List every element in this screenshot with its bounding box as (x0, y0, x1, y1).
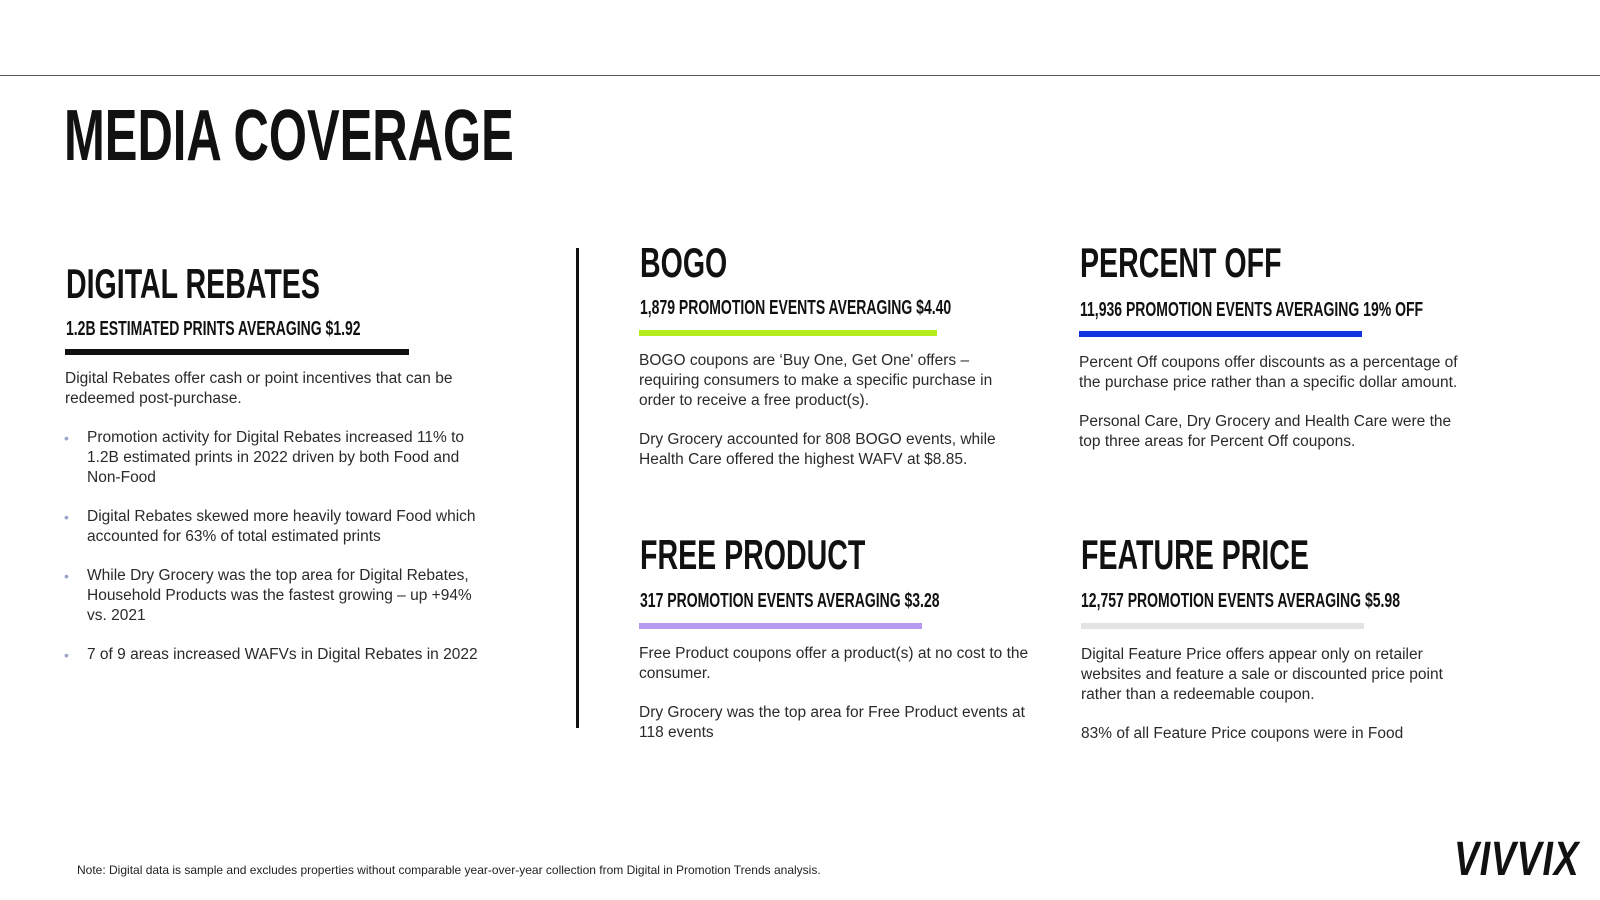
digital-rebates-bullet-list (64, 428, 494, 684)
free-product-paragraph-1: Free Product coupons offer a product(s) at no cost to the consumer. (639, 645, 1029, 682)
bullet-item (64, 507, 494, 547)
column-divider (576, 248, 579, 728)
percent-off-description (1079, 353, 1469, 471)
digital-rebates-intro: Digital Rebates offer cash or point incentives that can be redeemed post-purchase. (65, 370, 453, 407)
page-title: MEDIA COVERAGE (64, 96, 514, 176)
free-product-accent-bar (639, 623, 922, 629)
header-rule (0, 75, 1600, 76)
percent-off-accent-bar (1079, 331, 1362, 337)
feature-price-paragraph-2: 83% of all Feature Price coupons were in Food (1081, 725, 1404, 742)
digital-rebates-stat: 1.2B ESTIMATED PRINTS AVERAGING $1.92 (66, 318, 361, 340)
feature-price-description (1081, 645, 1471, 763)
vivvix-logo: VIVVIX (1454, 833, 1580, 886)
percent-off-paragraph-1: Percent Off coupons offer discounts as a percentage of the purchase price rather than a specific dollar amount. (1079, 354, 1458, 391)
feature-price-stat: 12,757 PROMOTION EVENTS AVERAGING $5.98 (1081, 590, 1400, 612)
bullet-dot-icon: • (64, 430, 69, 446)
bogo-title: BOGO (640, 239, 728, 286)
bullet-text: While Dry Grocery was the top area for Digital Rebates, Household Products was the fastest growing – up +94% vs. 2021 (87, 567, 472, 624)
bogo-stat: 1,879 PROMOTION EVENTS AVERAGING $4.40 (640, 297, 952, 319)
free-product-paragraph-2: Dry Grocery was the top area for Free Product events at 118 events (639, 704, 1025, 741)
free-product-description (639, 644, 1029, 762)
bogo-paragraph-2: Dry Grocery accounted for 808 BOGO events, while Health Care offered the highest WAFV at $8.85. (639, 431, 996, 468)
bullet-item (64, 566, 494, 626)
bogo-accent-bar (639, 330, 937, 336)
free-product-stat: 317 PROMOTION EVENTS AVERAGING $3.28 (640, 590, 940, 612)
feature-price-paragraph-1: Digital Feature Price offers appear only on retailer websites and feature a sale or discounted price point rather than a redeemable coupon. (1081, 646, 1443, 703)
bogo-paragraph-1: BOGO coupons are ‘Buy One, Get One' offers – requiring consumers to make a specific purchase in order to receive a free product(s). (639, 352, 993, 409)
bogo-description (639, 351, 1029, 489)
bullet-dot-icon: • (64, 647, 69, 663)
feature-price-accent-bar (1081, 623, 1364, 629)
bullet-dot-icon: • (64, 568, 69, 584)
feature-price-title: FEATURE PRICE (1081, 531, 1309, 578)
free-product-title: FREE PRODUCT (640, 531, 866, 578)
digital-rebates-title: DIGITAL REBATES (66, 260, 320, 307)
bullet-item (64, 645, 494, 665)
bullet-text: 7 of 9 areas increased WAFVs in Digital Rebates in 2022 (87, 646, 478, 663)
digital-rebates-accent-bar (65, 349, 409, 355)
bullet-item (64, 428, 494, 488)
bullet-text: Promotion activity for Digital Rebates increased 11% to 1.2B estimated prints in 2022 driven by both Food and Non-Food (87, 429, 465, 486)
footnote: Note: Digital data is sample and excludes properties without comparable year-over-year collection from Digital in Promotion Trends analysis. (77, 863, 821, 877)
percent-off-stat: 11,936 PROMOTION EVENTS AVERAGING 19% OFF (1080, 299, 1424, 321)
percent-off-title: PERCENT OFF (1080, 239, 1282, 286)
percent-off-paragraph-2: Personal Care, Dry Grocery and Health Care were the top three areas for Percent Off coupons. (1079, 413, 1452, 450)
bullet-dot-icon: • (64, 509, 69, 525)
bullet-text: Digital Rebates skewed more heavily toward Food which accounted for 63% of total estimated prints (87, 508, 476, 545)
